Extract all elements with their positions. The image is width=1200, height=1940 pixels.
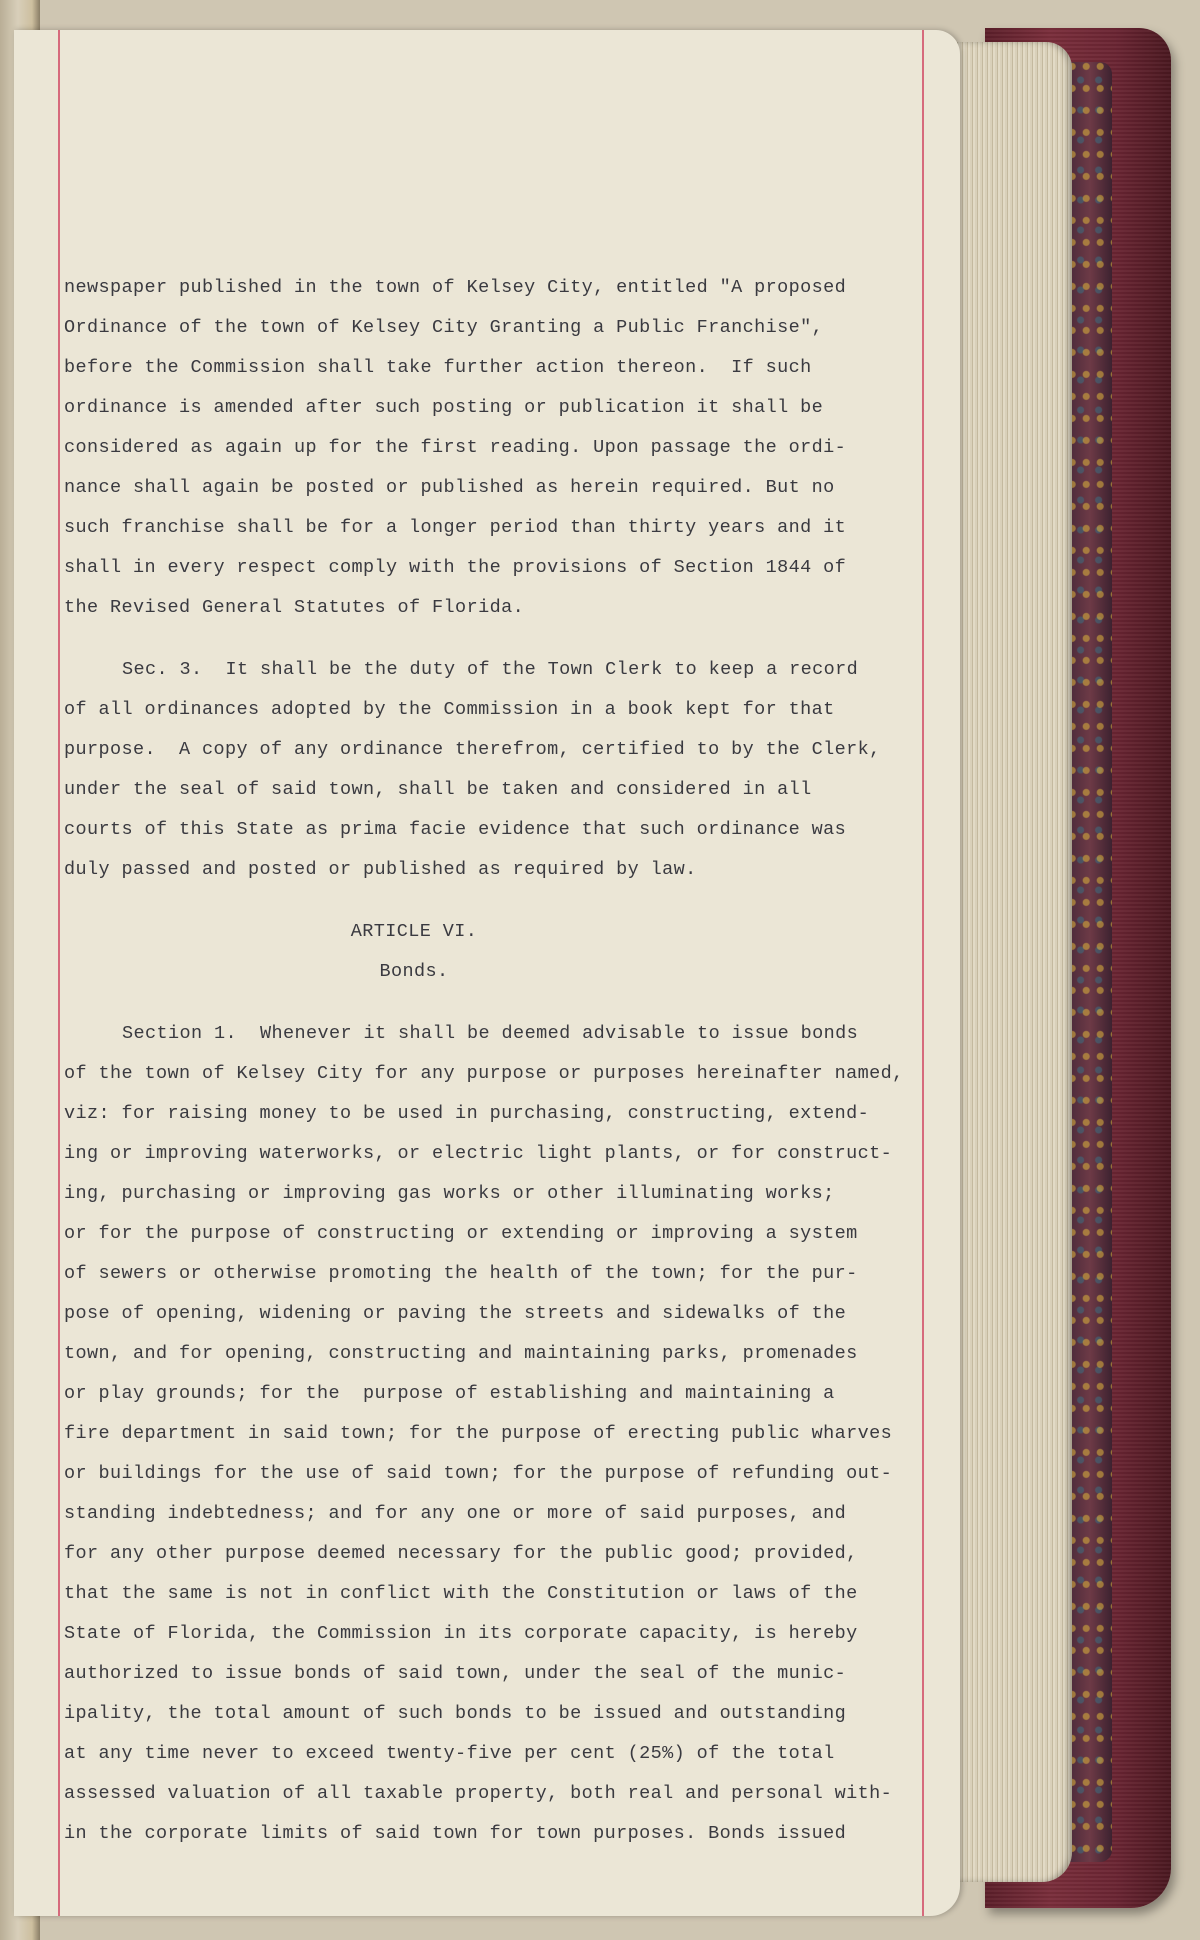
text-line: Section 1. Whenever it shall be deemed advisable to issue bonds bbox=[122, 1023, 859, 1044]
text-line: assessed valuation of all taxable property, both real and personal with- bbox=[64, 1783, 893, 1804]
text-line: shall in every respect comply with the provisions of Section 1844 of bbox=[64, 557, 847, 578]
text-line: that the same is not in conflict with the Constitution or laws of the bbox=[64, 1583, 858, 1604]
marbled-fore-edge bbox=[1068, 62, 1112, 1862]
ledger-page bbox=[14, 30, 960, 1916]
article-subheading: Bonds. bbox=[379, 961, 449, 982]
text-line: or play grounds; for the purpose of establishing and maintaining a bbox=[64, 1383, 835, 1404]
text-line: or buildings for the use of said town; for the purpose of refunding out- bbox=[64, 1463, 893, 1484]
text-line: of all ordinances adopted by the Commission in a book kept for that bbox=[64, 699, 835, 720]
typed-text-body bbox=[64, 268, 924, 1854]
text-line: town, and for opening, constructing and maintaining parks, promenades bbox=[64, 1343, 858, 1364]
text-line: for any other purpose deemed necessary for the public good; provided, bbox=[64, 1543, 858, 1564]
left-margin-rule bbox=[58, 30, 60, 1916]
text-line: ing or improving waterworks, or electric light plants, or for construct- bbox=[64, 1143, 893, 1164]
paragraph-gap bbox=[64, 890, 924, 912]
text-line: the Revised General Statutes of Florida. bbox=[64, 597, 525, 618]
text-line: under the seal of said town, shall be taken and considered in all bbox=[64, 779, 812, 800]
text-line: such franchise shall be for a longer period than thirty years and it bbox=[64, 517, 847, 538]
paragraph-franchise-continuation bbox=[64, 268, 924, 628]
text-line: or for the purpose of constructing or extending or improving a system bbox=[64, 1223, 858, 1244]
text-line: State of Florida, the Commission in its corporate capacity, is hereby bbox=[64, 1623, 858, 1644]
text-line: viz: for raising money to be used in purchasing, constructing, extend- bbox=[64, 1103, 870, 1124]
paragraph-gap bbox=[64, 992, 924, 1014]
paragraph-gap bbox=[64, 628, 924, 650]
text-line: considered as again up for the first reading. Upon passage the ordi- bbox=[64, 437, 847, 458]
paragraph-section-1-bonds bbox=[64, 1014, 924, 1854]
article-heading: ARTICLE VI. bbox=[350, 921, 478, 942]
text-line: pose of opening, widening or paving the streets and sidewalks of the bbox=[64, 1303, 847, 1324]
page-block-edge bbox=[950, 42, 1072, 1882]
text-line: Ordinance of the town of Kelsey City Granting a Public Franchise", bbox=[64, 317, 824, 338]
text-line: duly passed and posted or published as required by law. bbox=[64, 859, 697, 880]
text-line: ordinance is amended after such posting or publication it shall be bbox=[64, 397, 824, 418]
text-line: newspaper published in the town of Kelsey City, entitled "A proposed bbox=[64, 277, 847, 298]
text-line: courts of this State as prima facie evidence that such ordinance was bbox=[64, 819, 847, 840]
text-line: before the Commission shall take further action thereon. If such bbox=[64, 357, 812, 378]
text-line: in the corporate limits of said town for town purposes. Bonds issued bbox=[64, 1823, 847, 1844]
text-line: ipality, the total amount of such bonds to be issued and outstanding bbox=[64, 1703, 847, 1724]
text-line: authorized to issue bonds of said town, under the seal of the munic- bbox=[64, 1663, 847, 1684]
text-line: purpose. A copy of any ordinance therefrom, certified to by the Clerk, bbox=[64, 739, 881, 760]
text-line: ing, purchasing or improving gas works or other illuminating works; bbox=[64, 1183, 835, 1204]
text-line: of the town of Kelsey City for any purpose or purposes hereinafter named, bbox=[64, 1063, 904, 1084]
text-line: Sec. 3. It shall be the duty of the Town Clerk to keep a record bbox=[122, 659, 859, 680]
text-line: fire department in said town; for the purpose of erecting public wharves bbox=[64, 1423, 893, 1444]
paragraph-sec-3 bbox=[64, 650, 924, 890]
text-line: at any time never to exceed twenty-five per cent (25%) of the total bbox=[64, 1743, 835, 1764]
text-line: standing indebtedness; and for any one or more of said purposes, and bbox=[64, 1503, 847, 1524]
text-line: of sewers or otherwise promoting the health of the town; for the pur- bbox=[64, 1263, 858, 1284]
text-line: nance shall again be posted or published as herein required. But no bbox=[64, 477, 835, 498]
